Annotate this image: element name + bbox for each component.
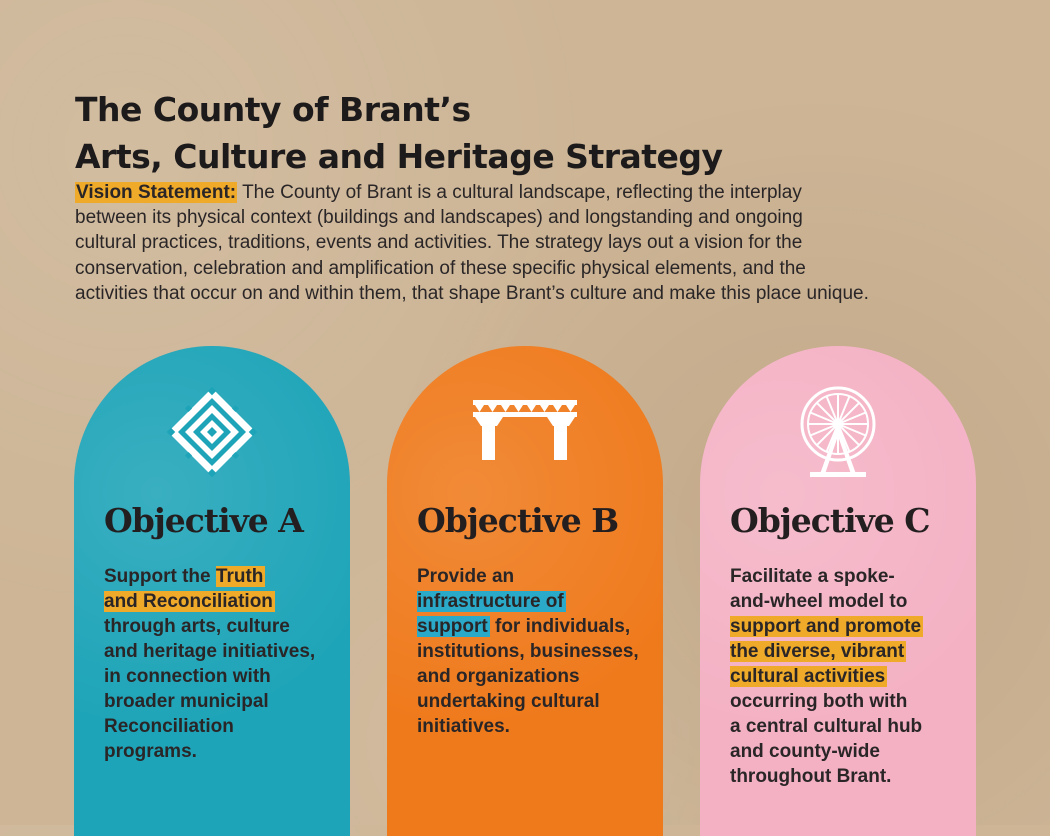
- objective-c-line-1: Facilitate a spoke-: [730, 566, 895, 587]
- vision-line-5: activities that occur on and within them, that shape Brant’s culture and make this place unique.: [75, 282, 869, 304]
- objective-a-line-1: [104, 564, 344, 589]
- objective-b-line-3-text: for individuals,: [489, 616, 631, 637]
- objective-c-text: [730, 564, 970, 789]
- objective-b-line-6: undertaking cultural: [417, 691, 600, 712]
- vision-line-2: between its physical context (buildings and landscapes) and longstanding and ongoing: [75, 207, 803, 229]
- objective-c-line-9: throughout Brant.: [730, 766, 892, 787]
- objective-b-card: [387, 346, 663, 836]
- diamond-pattern-icon: [164, 384, 260, 480]
- page-title: [75, 86, 975, 180]
- title-line-1: The County of Brant’s: [75, 90, 471, 129]
- objective-c-line-5: [730, 664, 970, 689]
- vision-line-3: cultural practices, traditions, events and activities. The strategy lays out a vision for the: [75, 232, 803, 254]
- objective-b-line-7: initiatives.: [417, 716, 510, 737]
- objective-b-line-2: [417, 589, 657, 614]
- objective-b-highlight-2: support: [417, 616, 488, 637]
- objective-b-line-1: Provide an: [417, 566, 515, 587]
- objective-a-line-4: and heritage initiatives,: [104, 641, 316, 662]
- objective-b-line-3: [417, 614, 657, 639]
- objective-c-line-3: [730, 614, 970, 639]
- bridge-icon: [470, 394, 580, 474]
- objective-a-line-1-text: Support the: [104, 566, 216, 587]
- objective-c-line-8: and county-wide: [730, 741, 880, 762]
- objective-c-line-7: a central cultural hub: [730, 716, 923, 737]
- objective-b-highlight-1: infrastructure of: [417, 591, 564, 612]
- objective-a-heading: Objective A: [104, 501, 303, 540]
- objective-c-highlight-1: support and promote: [730, 616, 922, 637]
- objective-c-highlight-3: cultural activities: [730, 666, 886, 687]
- ferris-wheel-icon: [796, 384, 880, 480]
- objective-a-text: [104, 564, 344, 764]
- objective-b-line-4: institutions, businesses,: [417, 641, 639, 662]
- objective-a-line-8: programs.: [104, 741, 197, 762]
- objective-c-line-2: and-wheel model to: [730, 591, 908, 612]
- objective-c-heading: Objective C: [730, 501, 930, 540]
- title-line-2: Arts, Culture and Heritage Strategy: [75, 137, 723, 176]
- vision-line-4: conservation, celebration and amplification of these specific physical elements, and the: [75, 257, 806, 279]
- objective-a-highlight-2: and Reconciliation: [104, 591, 273, 612]
- vision-line-1: [75, 180, 995, 205]
- objective-c-line-4: [730, 639, 970, 664]
- objective-a-card: [74, 346, 350, 836]
- vision-statement: [75, 180, 995, 306]
- objective-a-highlight-1: Truth: [215, 566, 264, 587]
- objective-b-line-5: and organizations: [417, 666, 580, 687]
- objective-c-highlight-2: the diverse, vibrant: [730, 641, 905, 662]
- objective-b-heading: Objective B: [417, 501, 619, 540]
- objective-a-line-2: [104, 589, 344, 614]
- objective-a-line-5: in connection with: [104, 666, 271, 687]
- objective-a-line-3: through arts, culture: [104, 616, 290, 637]
- vision-text-1: The County of Brant is a cultural landscape, reflecting the interplay: [237, 182, 802, 203]
- vision-label: Vision Statement:: [76, 182, 237, 203]
- objective-c-card: [700, 346, 976, 836]
- objective-a-line-6: broader municipal: [104, 691, 269, 712]
- objective-c-line-6: occurring both with: [730, 691, 908, 712]
- objective-a-line-7: Reconciliation: [104, 716, 234, 737]
- objective-b-text: [417, 564, 657, 739]
